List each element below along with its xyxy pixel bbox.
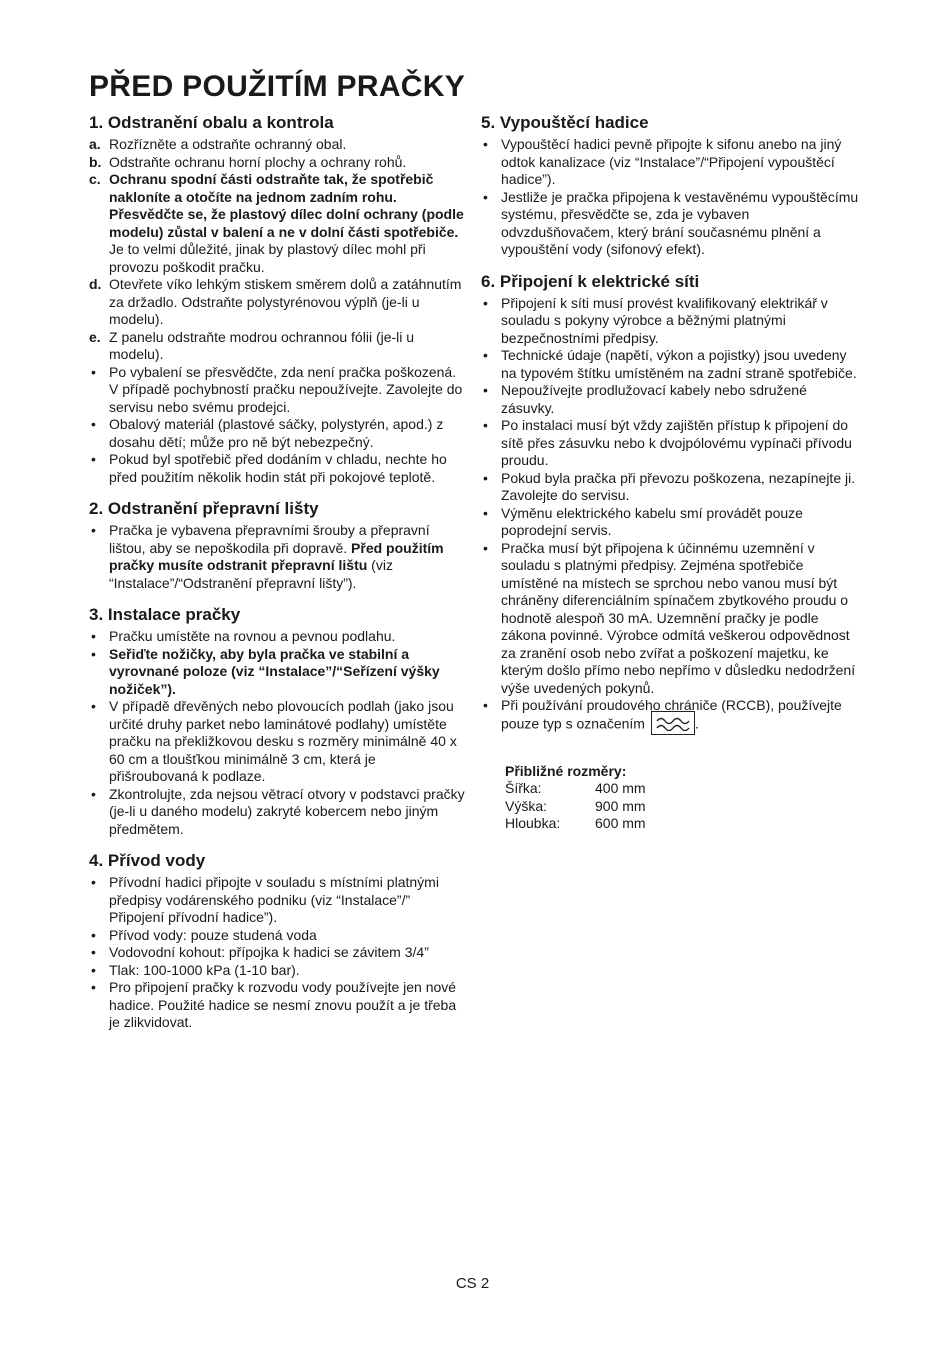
item-text: Pokud byla pračka při převozu poškozena, nezapínejte ji. Zavolejte do servisu. xyxy=(501,469,856,503)
section-heading: 5. Vypouštěcí hadice xyxy=(481,113,649,132)
bullet-icon: • xyxy=(91,874,96,890)
item-text: Přívod vody: pouze studená voda xyxy=(109,926,317,943)
list-item xyxy=(89,171,467,276)
item-text: Přívodní hadici připojte v souladu s místními platnými předpisy vodárenského podniku (viz “Instalace”/” Připojení přívodní hadice”). xyxy=(109,874,439,925)
list-marker: d. xyxy=(89,276,102,292)
bullet-item xyxy=(481,382,859,417)
page-title: PŘED POUŽITÍM PRAČKY xyxy=(89,70,466,103)
bullet-icon: • xyxy=(91,522,96,538)
bullet-item xyxy=(89,927,467,945)
item-text: Pračka musí být připojena k účinnému uzemnění v souladu s platnými předpisy. Zejména spotřebiče umístěné na místech se sprchou nebo vanou musí být chráněny diferenciálním spínačem zbytkového proudu o hodnotě alespoň 30 mA. Uzemnění pračky je podle zákona povinné. Výrobce odmítá veškerou odpovědnost za zranění osob nebo zvířat a poškození majetku, ke kterým došlo přímo nebo nepřímo v důsledku nedodržení výše uvedených pokynů. xyxy=(501,539,856,696)
bullet-item xyxy=(481,417,859,470)
dimension-value: 900 mm xyxy=(595,797,646,814)
bullet-icon: • xyxy=(483,504,488,521)
section-heading: 3. Instalace pračky xyxy=(89,605,241,624)
bullet-icon: • xyxy=(483,382,488,398)
item-text: Obalový materiál (plastové sáčky, polystyrén, apod.) z dosahu dětí; může pro ně být nebezpečný. xyxy=(109,416,444,450)
item-text: . xyxy=(694,715,699,732)
dimension-label: Výška: xyxy=(505,797,548,814)
item-text: Technické údaje (napětí, výkon a pojistky) jsou uvedeny na typovém štítku umístěném na zadní straně spotřebiče. xyxy=(501,347,857,381)
item-text: Otevřete víko lehkým stiskem směrem dolů a zatáhnutím za držadlo. Odstraňte polystyrénovou výplň (je-li u modelu). xyxy=(109,276,462,327)
section-heading: 2. Odstranění přepravní lišty xyxy=(89,499,319,518)
dimension-value: 600 mm xyxy=(595,815,646,831)
item-text: (viz “Instalace”/“Odstranění přepravní lišty”). xyxy=(109,557,393,591)
bullet-item xyxy=(481,295,859,348)
bullet-icon: • xyxy=(91,416,96,432)
bullet-item xyxy=(89,628,467,646)
item-text: Vypouštěcí hadici pevně připojte k sifonu anebo na jiný odtok kanalizace (viz “Instalace”/“Připojení vypouštěcí hadice”). xyxy=(501,136,842,187)
list-marker: b. xyxy=(89,153,102,170)
bullet-icon: • xyxy=(483,697,488,713)
dimensions-title: Přibližné rozměry: xyxy=(505,762,627,779)
dimension-value: 400 mm xyxy=(595,780,646,796)
bullet-icon: • xyxy=(91,628,96,644)
item-text: Výměnu elektrického kabelu smí provádět pouze poprodejní servis. xyxy=(501,504,803,538)
dimensions-block xyxy=(481,763,859,833)
item-text: Vodovodní kohout: přípojka k hadici se závitem 3/4” xyxy=(109,944,429,960)
left-column xyxy=(89,112,467,1044)
list-item xyxy=(89,136,467,154)
item-text: Pračka je vybavena přepravními šrouby a přepravní lištou, aby se nepoškodila při dopravě. xyxy=(109,522,430,556)
item-text: Po instalaci musí být vždy zajištěn přístup k připojení do sítě přes zásuvku nebo k dvojpólovému vypínači přívodu proudu. xyxy=(501,417,852,468)
item-text: Po vybalení se přesvědčte, zda není pračka poškozená. V případě pochybností pračku nepoužívejte. Zavolejte do servisu nebo svému prodejci. xyxy=(109,363,463,415)
bullet-item xyxy=(481,470,859,505)
item-text-bold: Před použitím pračky musíte odstranit přepravní lištu xyxy=(109,539,444,573)
dimension-label: Šířka: xyxy=(505,780,542,796)
bullet-icon: • xyxy=(91,979,96,995)
bullet-icon: • xyxy=(483,417,488,433)
section-drain-hose xyxy=(481,112,859,259)
bullet-item xyxy=(89,944,467,962)
bullet-item xyxy=(481,505,859,540)
bullet-icon: • xyxy=(91,926,96,943)
bullet-icon: • xyxy=(483,294,488,311)
list-item xyxy=(89,329,467,364)
bullet-item xyxy=(89,979,467,1032)
item-text: Zkontrolujte, zda nejsou větrací otvory v podstavci pračky (je-li u daného modelu) zakryté kobercem nebo jiným předmětem. xyxy=(109,785,465,837)
bullet-item xyxy=(89,874,467,927)
section-installation xyxy=(89,604,467,838)
item-text: Připojení k síti musí provést kvalifikovaný elektrikář v souladu s pokyny výrobce a běžnými platnými bezpečnostními předpisy. xyxy=(501,294,828,346)
list-item xyxy=(89,276,467,329)
right-column xyxy=(481,112,859,833)
bullet-item xyxy=(89,786,467,839)
bullet-icon: • xyxy=(91,451,96,467)
bullet-item xyxy=(481,189,859,259)
item-text: Tlak: 100-1000 kPa (1-10 bar). xyxy=(109,961,300,978)
list-item xyxy=(89,154,467,172)
bullet-icon: • xyxy=(483,136,488,152)
page-number: CS 2 xyxy=(455,1275,490,1292)
list-marker: e. xyxy=(89,328,101,345)
dimension-label: Hloubka: xyxy=(505,815,561,831)
bullet-item xyxy=(89,416,467,451)
item-text: Pokud byl spotřebič před dodáním v chladu, nechte ho před použitím několik hodin stát při pokojové teplotě. xyxy=(109,451,447,485)
item-text-bold: Seřiďte nožičky, aby byla pračka ve stabilní a vyrovnané poloze (viz “Instalace”/“Seřízení výšky nožiček”). xyxy=(109,645,440,697)
bullet-icon: • xyxy=(91,785,96,802)
bullet-icon: • xyxy=(91,944,96,960)
section-transport-bar xyxy=(89,498,467,592)
section-heading: 1. Odstranění obalu a kontrola xyxy=(89,113,334,132)
section-heading: 6. Připojení k elektrické síti xyxy=(481,271,700,291)
item-text: Rozřízněte a odstraňte ochranný obal. xyxy=(109,136,347,152)
section-electrical xyxy=(481,271,859,735)
item-text: Z panelu odstraňte modrou ochrannou fólii (je-li u modelu). xyxy=(109,328,415,362)
item-text: Je to velmi důležité, jinak by plastový dílec mohl při provozu poškodit pračku. xyxy=(109,241,426,275)
bullet-item xyxy=(481,540,859,698)
dimension-row xyxy=(505,815,859,833)
section-heading: 4. Přívod vody xyxy=(89,851,206,870)
section-unpacking xyxy=(89,112,467,486)
item-text-bold: Ochranu spodní části odstraňte tak, že spotřebič nakloníte a otočíte na jednom zadním rohu. Přesvědčte se, že plastový dílec dolní ochrany (podle modelu) zůstal v balení a ne v dolní části spotřebiče. xyxy=(109,171,464,240)
item-text: Odstraňte ochranu horní plochy a ochrany rohů. xyxy=(109,153,407,170)
bullet-item xyxy=(481,697,859,735)
bullet-item xyxy=(481,347,859,382)
bullet-icon: • xyxy=(91,961,96,978)
bullet-item xyxy=(89,962,467,980)
bullet-item xyxy=(89,451,467,486)
bullet-icon: • xyxy=(483,469,488,486)
item-text: Pro připojení pračky k rozvodu vody používejte jen nové hadice. Použité hadice se nesmí znovu použít a je třeba je zlikvidovat. xyxy=(109,979,457,1030)
item-text: Pračku umístěte na rovnou a pevnou podlahu. xyxy=(109,628,396,644)
bullet-icon: • xyxy=(483,539,488,556)
bullet-icon: • xyxy=(91,698,96,714)
list-marker: a. xyxy=(89,136,101,152)
bullet-item xyxy=(89,364,467,417)
bullet-icon: • xyxy=(483,188,488,205)
bullet-icon: • xyxy=(483,347,488,363)
bullet-item xyxy=(89,646,467,699)
item-text: Nepoužívejte prodlužovací kabely nebo sdružené zásuvky. xyxy=(501,382,807,416)
bullet-item xyxy=(481,136,859,189)
section-water-supply xyxy=(89,850,467,1032)
bullet-item xyxy=(89,698,467,786)
item-text: Při používání proudového chrániče (RCCB), používejte pouze typ s označením xyxy=(501,697,842,732)
dimension-row xyxy=(505,780,859,798)
item-text: V případě dřevěných nebo plovoucích podlah (jako jsou určité druhy parket nebo laminátové podlahy) umístěte pračku na překližkovou desku s rozměry minimálně 40 x 60 cm a tloušťkou minimálně 3 cm, která je přišroubovaná k podlaze. xyxy=(109,698,457,784)
item-text: Jestliže je pračka připojena k vestavěnému vypouštěcímu systému, přesvědčte se, zda je vybaven odvzdušňovačem, který brání současnému plnění a vypouštění vody (sifonový efekt). xyxy=(501,188,859,257)
bullet-icon: • xyxy=(91,363,96,380)
dimension-row xyxy=(505,798,859,816)
rccb-type-icon xyxy=(651,711,695,735)
list-marker: c. xyxy=(89,171,101,187)
bullet-item xyxy=(89,522,467,592)
bullet-icon: • xyxy=(91,645,96,662)
